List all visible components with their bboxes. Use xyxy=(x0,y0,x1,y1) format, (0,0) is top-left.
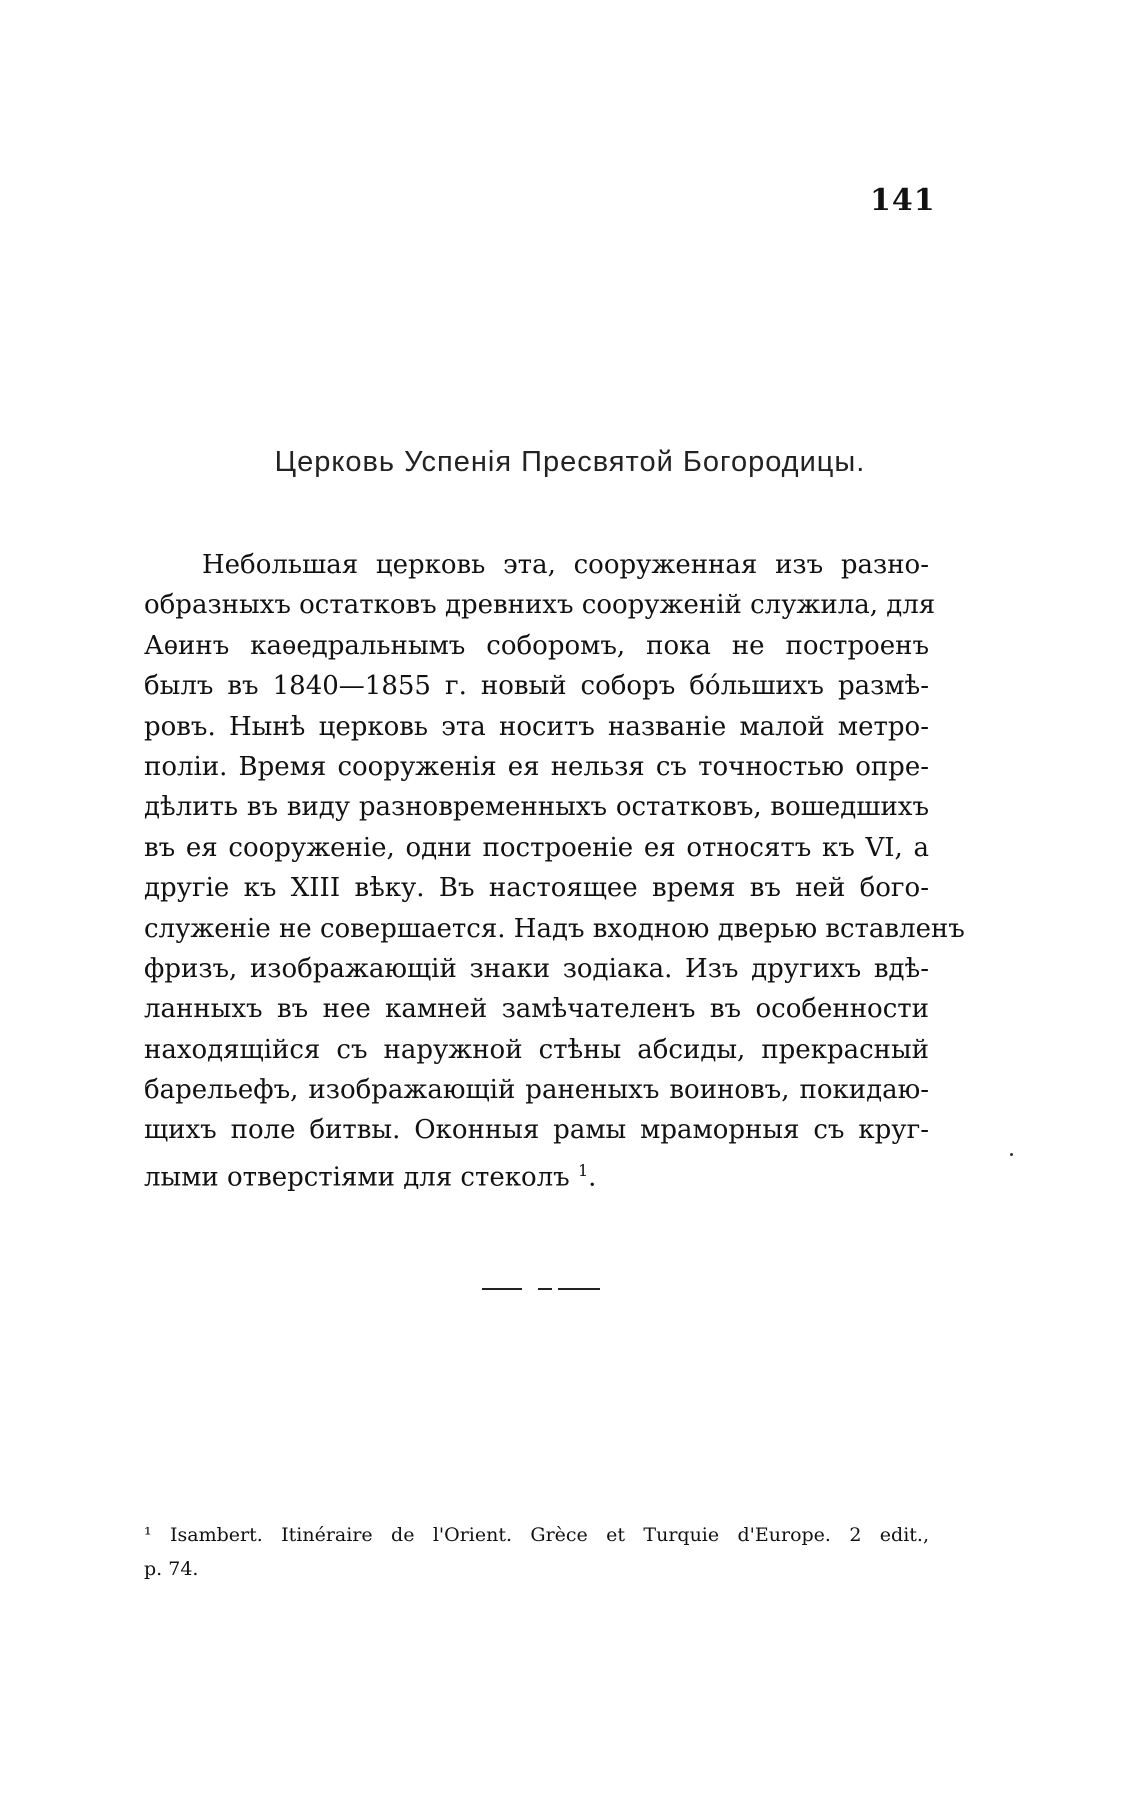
body-line: фризъ, изображающій знаки зодіака. Изъ другихъ вдѣ- xyxy=(144,953,929,984)
section-divider xyxy=(482,1288,602,1290)
body-line: находящійся съ наружной стѣны абсиды, прекрасный xyxy=(144,1034,929,1065)
body-line-last: лыми отверстіями для стеколъ $^1$. xyxy=(144,1160,597,1193)
footnote-marker: ¹ xyxy=(144,1524,152,1546)
body-line: былъ въ 1840—1855 г. новый соборъ бо́льшихъ размѣ- xyxy=(144,671,929,702)
footnote-line: p. 74. xyxy=(144,1558,199,1580)
body-line: поліи. Время сооруженія ея нельзя съ точностью опре- xyxy=(144,751,929,782)
divider-dash xyxy=(538,1288,552,1290)
body-line: служеніе не совершается. Надъ входною дверью вставленъ xyxy=(144,913,965,944)
footnote-reference[interactable]: 1 xyxy=(577,1160,589,1180)
footnote-citation: Isambert. Itinéraire de l'Orient. Grèce et Turquie d'Europe. 2 edit., xyxy=(170,1524,929,1546)
page-number: 141 xyxy=(870,183,936,218)
body-line-text: лыми отверстіями для стеколъ xyxy=(144,1162,570,1193)
body-line: ровъ. Нынѣ церковь эта носитъ названіе малой метро- xyxy=(144,711,929,742)
footnote xyxy=(144,1518,929,1586)
body-line: другіе къ XIII вѣку. Въ настоящее время въ ней бого- xyxy=(144,873,929,904)
body-line: барельефъ, изображающій раненыхъ воиновъ, покидаю- xyxy=(144,1075,929,1106)
body-line: Небольшая церковь эта, сооруженная изъ разно- xyxy=(202,550,929,580)
section-heading: Церковь Успенія Пресвятой Богородицы. xyxy=(274,446,866,478)
divider-dash xyxy=(558,1288,600,1290)
body-line: дѣлить въ виду разновременныхъ остатковъ, вошедшихъ xyxy=(144,792,929,823)
body-line: образныхъ остатковъ древнихъ сооруженій служила, для xyxy=(144,590,936,621)
body-paragraph xyxy=(144,545,965,1193)
print-speck xyxy=(1010,1153,1013,1156)
divider-dash xyxy=(482,1288,522,1290)
body-line: Аѳинъ каѳедральнымъ соборомъ, пока не построенъ xyxy=(144,630,929,661)
footnote-line xyxy=(144,1518,929,1552)
body-line: въ ея сооруженіе, одни построеніе ея относятъ къ VI, а xyxy=(144,832,929,863)
body-line: щихъ поле битвы. Оконныя рамы мраморныя съ круг- xyxy=(144,1115,929,1146)
body-line: ланныхъ въ нее камней замѣчателенъ въ особенности xyxy=(144,994,929,1025)
